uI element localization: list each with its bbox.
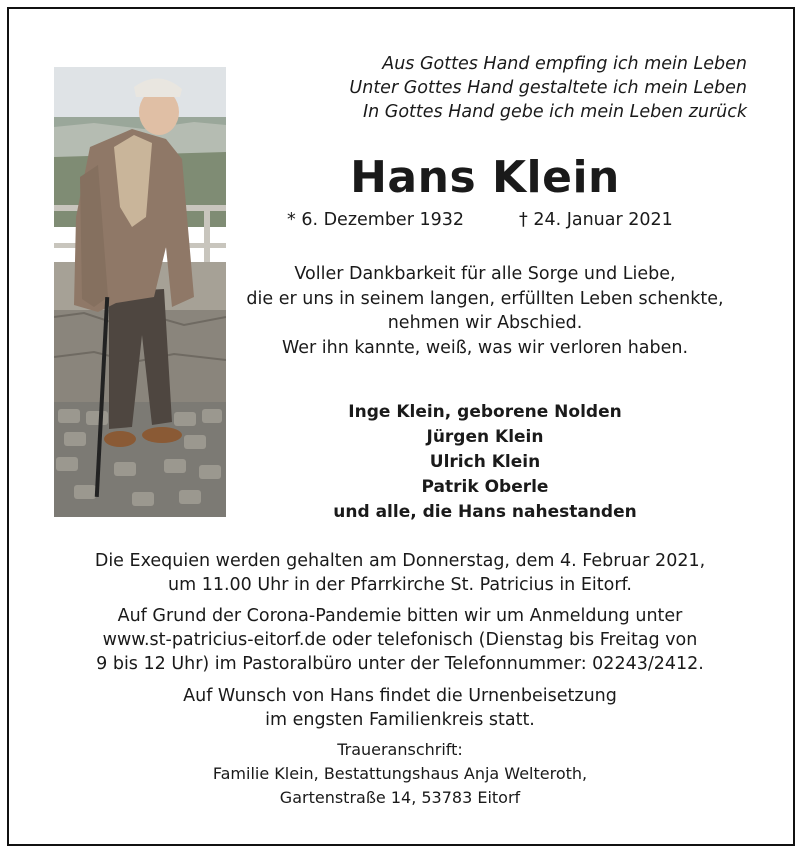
burial-line: Auf Wunsch von Hans findet die Urnenbeisetzung xyxy=(183,686,617,706)
address-line: Familie Klein, Bestattungshaus Anja Welteroth, xyxy=(212,764,588,783)
thanks-line: Wer ihn kannte, weiß, was wir verloren haben. xyxy=(281,338,689,359)
burial-details xyxy=(40,684,760,732)
registration-line: 9 bis 12 Uhr) im Pastoralbüro unter der Telefonnummer: 02243/2412. xyxy=(96,654,704,675)
thanks-text xyxy=(235,262,735,361)
service-line: um 11.00 Uhr in der Pfarrkirche St. Patricius in Eitorf. xyxy=(168,575,632,596)
mourner-name: Jürgen Klein xyxy=(426,427,544,447)
thanks-line: Voller Dankbarkeit für alle Sorge und Liebe, xyxy=(294,264,676,284)
service-details xyxy=(40,549,760,597)
mourner-name: Inge Klein, geborene Nolden xyxy=(348,402,622,422)
thanks-line: nehmen wir Abschied. xyxy=(387,313,583,334)
deceased-name: Hans Klein xyxy=(350,152,620,203)
burial-line: im engsten Familienkreis statt. xyxy=(265,710,535,731)
service-line: Die Exequien werden gehalten am Donnerstag, dem 4. Februar 2021, xyxy=(94,551,706,571)
registration-details xyxy=(40,604,760,677)
verse-line: Aus Gottes Hand empfing ich mein Leben xyxy=(382,54,747,74)
mourner-name: und alle, die Hans nahestanden xyxy=(333,502,637,522)
registration-line: Auf Grund der Corona-Pandemie bitten wir um Anmeldung unter xyxy=(117,606,683,626)
bible-verse xyxy=(349,52,747,124)
mourners-list xyxy=(290,400,680,525)
birth-date: * 6. Dezember 1932 xyxy=(287,210,464,230)
mourning-address xyxy=(150,738,650,810)
death-date: † 24. Januar 2021 xyxy=(519,210,673,230)
address-line: Traueranschrift: xyxy=(337,740,463,759)
mourner-name: Patrik Oberle xyxy=(421,477,549,497)
thanks-line: die er uns in seinem langen, erfüllten Leben schenkte, xyxy=(246,288,724,309)
verse-line: Unter Gottes Hand gestaltete ich mein Leben xyxy=(349,78,747,98)
mourner-name: Ulrich Klein xyxy=(429,452,541,472)
verse-line: In Gottes Hand gebe ich mein Leben zurück xyxy=(362,102,747,122)
portrait-photo xyxy=(54,67,226,517)
registration-line: www.st-patricius-eitorf.de oder telefonisch (Dienstag bis Freitag von xyxy=(102,630,698,651)
address-line: Gartenstraße 14, 53783 Eitorf xyxy=(279,788,521,807)
